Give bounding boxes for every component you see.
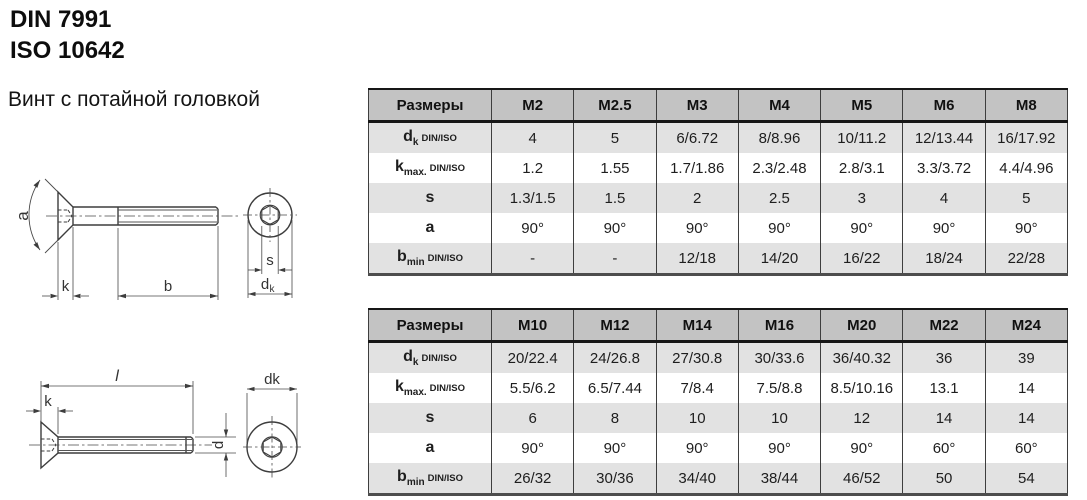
table-row (369, 213, 1068, 243)
socket-width-label: s (266, 252, 274, 269)
row-label-cell (369, 243, 492, 275)
row-label-cell (369, 183, 492, 213)
data-cell: 1.5 (574, 183, 656, 213)
end-view-centerlines (243, 188, 297, 242)
data-cell: 90° (574, 433, 656, 463)
data-cell: 14 (903, 403, 985, 433)
row-label-standard-ref: DIN/ISO (421, 133, 457, 144)
row-label-standard-ref: DIN/ISO (427, 473, 463, 484)
row-label-subscript: max. (403, 387, 427, 398)
data-cell: 34/40 (656, 463, 738, 495)
data-cell: 16/22 (821, 243, 903, 275)
row-label-cell (369, 403, 492, 433)
row-label-cell (369, 122, 492, 154)
data-cell: 90° (985, 213, 1067, 243)
row-label-symbol: a (425, 219, 435, 236)
data-cell: 14 (985, 403, 1067, 433)
angle-label: a (13, 211, 32, 221)
screw-side-view-drawing-top (10, 158, 340, 308)
arrowhead (248, 292, 256, 296)
column-header: M2 (492, 89, 574, 122)
data-cell: 2 (656, 183, 738, 213)
arrowhead (58, 409, 66, 413)
data-cell: 60° (903, 433, 985, 463)
shank-diameter-label: d (210, 440, 227, 450)
row-label-cell (369, 463, 492, 495)
data-cell: 50 (903, 463, 985, 495)
arrowhead (290, 387, 298, 391)
data-cell: 90° (492, 433, 574, 463)
size-column-header: Размеры (369, 89, 492, 122)
data-cell: 90° (738, 433, 820, 463)
data-cell: 10/11.2 (821, 122, 903, 154)
l-dimension (41, 381, 193, 434)
column-header: M24 (985, 309, 1067, 342)
row-label-symbol: k (394, 158, 404, 175)
row-label-cell (369, 433, 492, 463)
data-cell: 1.55 (574, 153, 656, 183)
arrowhead (247, 387, 255, 391)
data-cell: 36/40.32 (821, 342, 903, 374)
column-header: M14 (656, 309, 738, 342)
data-cell: 90° (656, 213, 738, 243)
column-header: M4 (738, 89, 820, 122)
row-label-standard-ref: DIN/ISO (429, 163, 466, 174)
column-header: M8 (985, 89, 1067, 122)
length-label: l (115, 368, 119, 385)
data-cell: 54 (985, 463, 1067, 495)
data-cell: 12/13.44 (903, 122, 985, 154)
data-cell: 36 (903, 342, 985, 374)
column-header: M20 (821, 309, 903, 342)
data-cell: - (574, 243, 656, 275)
data-cell: 13.1 (903, 373, 985, 403)
row-label-symbol: d (403, 348, 413, 365)
data-cell: 14/20 (738, 243, 820, 275)
arrowhead (73, 294, 81, 298)
din-standard-title: DIN 7991 (10, 6, 112, 33)
column-header: M2.5 (574, 89, 656, 122)
row-label-subscript: min (406, 257, 425, 268)
screw-side-view-drawing-bottom (10, 353, 340, 498)
head-height-label: k (61, 278, 70, 295)
column-header: M16 (738, 309, 820, 342)
data-cell: 3.3/3.72 (903, 153, 985, 183)
data-cell: 1.7/1.86 (656, 153, 738, 183)
arrowhead (285, 292, 293, 296)
table-row (369, 433, 1068, 463)
row-label-cell (369, 213, 492, 243)
arrowhead (34, 180, 41, 188)
data-cell: 27/30.8 (656, 342, 738, 374)
arrowhead (51, 294, 59, 298)
data-cell: 6/6.72 (656, 122, 738, 154)
data-cell: 4.4/4.96 (985, 153, 1067, 183)
product-name: Винт с потайной головкой (8, 88, 260, 111)
data-cell: 90° (821, 433, 903, 463)
data-cell: 26/32 (492, 463, 574, 495)
row-label-standard-ref: DIN/ISO (429, 383, 466, 394)
data-cell: 10 (656, 403, 738, 433)
data-cell: 4 (492, 122, 574, 154)
arrowhead (210, 294, 218, 298)
table-row (369, 153, 1068, 183)
data-cell: 90° (821, 213, 903, 243)
data-cell: 1.3/1.5 (492, 183, 574, 213)
arrowhead (34, 242, 41, 250)
dimensions-table-m10-m24 (368, 308, 1068, 496)
arrowhead (118, 294, 126, 298)
column-header: M6 (903, 89, 985, 122)
data-cell: 30/33.6 (738, 342, 820, 374)
arrowhead (41, 384, 49, 388)
row-label-symbol: k (394, 378, 404, 395)
head-diameter-label-2: dk (264, 371, 280, 388)
standard-titles (10, 4, 125, 66)
data-cell: 18/24 (903, 243, 985, 275)
column-header: M3 (656, 89, 738, 122)
data-cell: 5 (574, 122, 656, 154)
row-label-subscript: k (412, 357, 419, 368)
data-cell: 24/26.8 (574, 342, 656, 374)
data-cell: 2.3/2.48 (738, 153, 820, 183)
data-cell: 8 (574, 403, 656, 433)
data-cell: - (492, 243, 574, 275)
arrowhead (34, 409, 42, 413)
data-cell: 30/36 (574, 463, 656, 495)
data-cell: 4 (903, 183, 985, 213)
row-label-symbol: s (425, 189, 435, 206)
row-label-cell (369, 373, 492, 403)
column-header: M5 (821, 89, 903, 122)
row-label-cell (369, 153, 492, 183)
head-diameter-label-main: d (260, 276, 270, 293)
data-cell: 20/22.4 (492, 342, 574, 374)
table-row (369, 122, 1068, 154)
head-height-label-2: k (44, 393, 52, 410)
row-label-symbol: d (403, 128, 413, 145)
data-cell: 38/44 (738, 463, 820, 495)
table-row (369, 373, 1068, 403)
arrowhead (224, 453, 228, 461)
data-cell: 8.5/10.16 (821, 373, 903, 403)
row-label-cell (369, 342, 492, 374)
arrowhead (255, 268, 262, 272)
iso-standard-title: ISO 10642 (10, 37, 125, 64)
size-column-header: Размеры (369, 309, 492, 342)
data-cell: 6 (492, 403, 574, 433)
data-cell: 2.8/3.1 (821, 153, 903, 183)
table-row (369, 183, 1068, 213)
data-cell: 90° (656, 433, 738, 463)
table-row (369, 243, 1068, 275)
data-cell: 90° (492, 213, 574, 243)
data-cell: 5 (985, 183, 1067, 213)
data-cell: 90° (738, 213, 820, 243)
data-cell: 5.5/6.2 (492, 373, 574, 403)
row-label-symbol: b (397, 468, 407, 485)
row-label-symbol: b (397, 248, 407, 265)
arrowhead (224, 430, 228, 438)
table-header-row (369, 309, 1068, 342)
row-label-subscript: min (406, 477, 425, 488)
row-label-standard-ref: DIN/ISO (427, 253, 463, 264)
data-cell: 14 (985, 373, 1067, 403)
column-header: M12 (574, 309, 656, 342)
row-label-symbol: a (425, 439, 435, 456)
table-row (369, 342, 1068, 374)
data-cell: 22/28 (985, 243, 1067, 275)
data-cell: 2.5 (738, 183, 820, 213)
column-header: M10 (492, 309, 574, 342)
data-cell: 1.2 (492, 153, 574, 183)
arrowhead (278, 268, 285, 272)
data-cell: 7.5/8.8 (738, 373, 820, 403)
data-cell: 12/18 (656, 243, 738, 275)
end-view-centerlines-2 (243, 416, 301, 478)
row-label-standard-ref: DIN/ISO (421, 353, 457, 364)
dimensions-table-m2-m8 (368, 88, 1068, 276)
arrowhead (185, 384, 193, 388)
data-cell: 90° (574, 213, 656, 243)
column-header: M22 (903, 309, 985, 342)
head-diameter-label-sub: k (269, 284, 275, 295)
data-cell: 60° (985, 433, 1067, 463)
table-row (369, 463, 1068, 495)
table-row (369, 403, 1068, 433)
data-cell: 16/17.92 (985, 122, 1067, 154)
data-cell: 10 (738, 403, 820, 433)
row-label-symbol: s (425, 409, 435, 426)
data-cell: 39 (985, 342, 1067, 374)
row-label-subscript: k (412, 137, 419, 148)
row-label-subscript: max. (403, 167, 427, 178)
data-cell: 8/8.96 (738, 122, 820, 154)
thread-length-label: b (163, 278, 173, 295)
data-cell: 7/8.4 (656, 373, 738, 403)
data-cell: 3 (821, 183, 903, 213)
data-cell: 12 (821, 403, 903, 433)
data-cell: 90° (903, 213, 985, 243)
data-cell: 6.5/7.44 (574, 373, 656, 403)
table-header-row (369, 89, 1068, 122)
data-cell: 46/52 (821, 463, 903, 495)
